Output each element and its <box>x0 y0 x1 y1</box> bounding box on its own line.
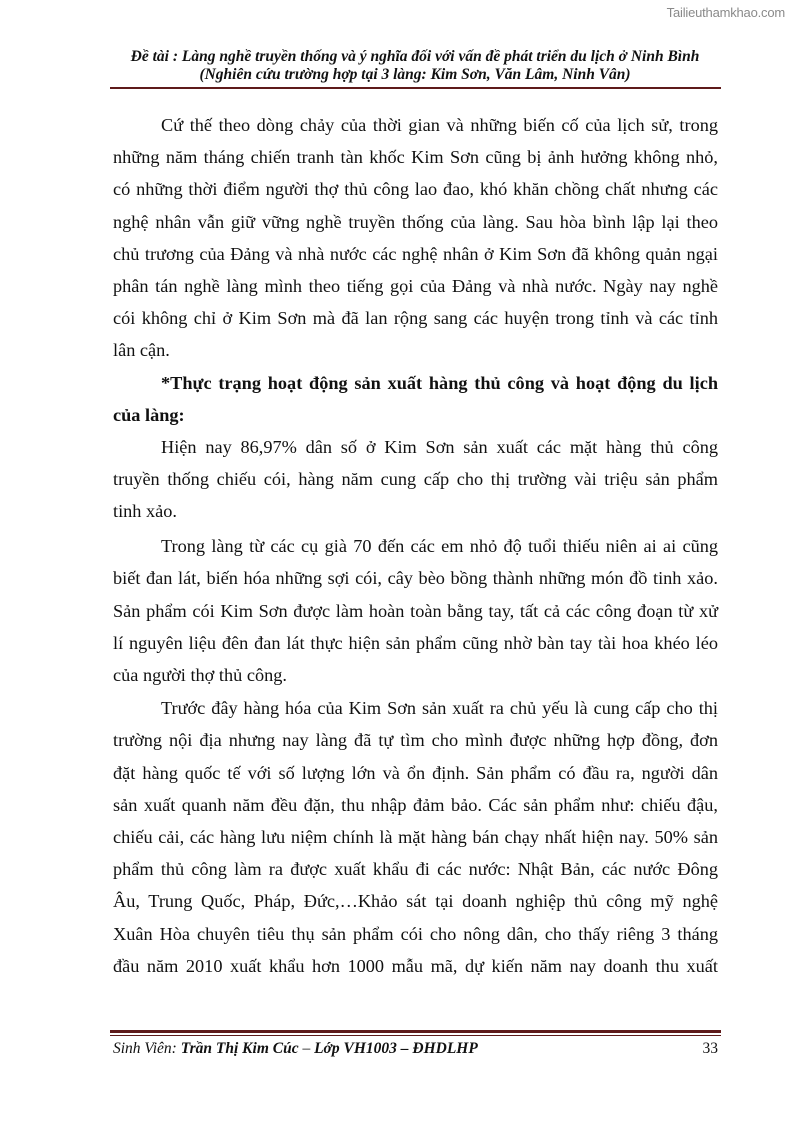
header-subtitle: (Nghiên cứu trường hợp tại 3 làng: Kim Sơn, Văn Lâm, Ninh Vân) <box>199 66 631 83</box>
section-heading-line: của làng: <box>113 404 185 425</box>
footer-rule-thick <box>110 1030 721 1033</box>
footer-label: Sinh Viên: <box>113 1040 181 1057</box>
paragraph-line: đặt hàng quốc tế với số lượng lớn và ổn định. Sản phẩm có đầu ra, người dân <box>113 762 718 783</box>
paragraph-line: những năm tháng chiến tranh tàn khốc Kim Sơn cũng bị ảnh hưởng không nhỏ, <box>113 147 718 168</box>
paragraph-line: của người thợ thủ công. <box>113 664 287 685</box>
paragraph-line: cói không chỉ ở Kim Sơn mà đã lan rộng sang các huyện trong tỉnh và các tỉnh <box>113 308 718 329</box>
paragraph-line: Cứ thế theo dòng chảy của thời gian và những biến cố của lịch sử, trong <box>161 115 718 135</box>
paragraph-line: chủ trương của Đảng và nhà nước các nghệ nhân ở Kim Sơn đã không quản ngại <box>113 243 718 264</box>
header-title: Đề tài : Làng nghề truyền thống và ý nghĩa đối với vấn đề phát triển du lịch ở Ninh Bình <box>130 48 700 65</box>
paragraph-line: truyền thống chiếu cói, hàng năm cung cấp cho thị trường vài triệu sản phẩm <box>113 469 718 490</box>
paragraph-line: đầu năm 2010 xuất khẩu hơn 1000 mẫu mã, dự kiến năm nay doanh thu xuất <box>113 955 718 976</box>
paragraph-line: Hiện nay 86,97% dân số ở Kim Sơn sản xuất các mặt hàng thủ công <box>161 437 718 457</box>
paragraph-line: tinh xảo. <box>113 501 177 522</box>
footer-class: Lớp VH1003 – ĐHDLHP <box>314 1040 478 1057</box>
paragraph-line: phân tán nghề làng mình theo tiếng gọi của Đảng và nhà nước. Ngày nay nghề <box>113 276 718 296</box>
page-number: 33 <box>702 1040 718 1057</box>
paragraph-line: biết đan lát, biến hóa những sợi cói, cây bèo bồng thành những món đồ tinh xảo. <box>113 568 718 589</box>
paragraph-line: Âu, Trung Quốc, Pháp, Đức,…Khảo sát tại doanh nghiệp thủ công mỹ nghệ <box>113 891 718 912</box>
paragraph-line: chiếu cải, các hàng lưu niệm chính là mặt hàng bán chạy nhất hiện nay. 50% sản <box>113 826 718 847</box>
paragraph-line: lí nguyên liệu đên đan lát thực hiện sản phẩm cũng nhờ bàn tay tài hoa khéo léo <box>113 632 718 653</box>
footer-author: Trần Thị Kim Cúc <box>180 1040 299 1057</box>
paragraph-line: trường nội địa nhưng nay làng đã tự tìm cho mình được những hợp đồng, đơn <box>113 730 718 751</box>
header-rule <box>110 87 721 89</box>
footer-separator: – <box>298 1040 315 1057</box>
paragraph-line: Xuân Hòa chuyên tiêu thụ sản phẩm cói cho nông dân, cho thấy riêng 3 tháng <box>113 923 718 944</box>
paragraph-line: phẩm thủ công làm ra được xuất khẩu đi các nước: Nhật Bản, các nước Đông <box>113 859 718 880</box>
paragraph-line: Trước đây hàng hóa của Kim Sơn sản xuất ra chủ yếu là cung cấp cho thị <box>161 698 718 719</box>
paragraph-line: nghệ nhân vẫn giữ vững nghề truyền thống của làng. Sau hòa bình lập lại theo <box>113 211 718 232</box>
paragraph-line: có những thời điểm người thợ thủ công lao đao, khó khăn chồng chất nhưng các <box>113 179 718 200</box>
watermark: Tailieuthamkhao.com <box>666 5 785 20</box>
footer-credit <box>113 1039 478 1059</box>
section-heading-line: *Thực trạng hoạt động sản xuất hàng thủ công và hoạt động du lịch <box>161 372 718 393</box>
paragraph-line: Trong làng từ các cụ già 70 đến các em nhỏ độ tuổi thiếu niên ai ai cũng <box>161 536 718 557</box>
paragraph-line: sản xuất quanh năm đều đặn, thu nhập đảm bảo. Các sản phẩm như: chiếu đậu, <box>113 794 718 815</box>
paragraph-line: lân cận. <box>113 340 170 361</box>
paragraph-line: Sản phẩm cói Kim Sơn được làm hoàn toàn bằng tay, tất cả các công đoạn từ xử <box>113 600 718 621</box>
footer-rule-thin <box>110 1035 721 1036</box>
